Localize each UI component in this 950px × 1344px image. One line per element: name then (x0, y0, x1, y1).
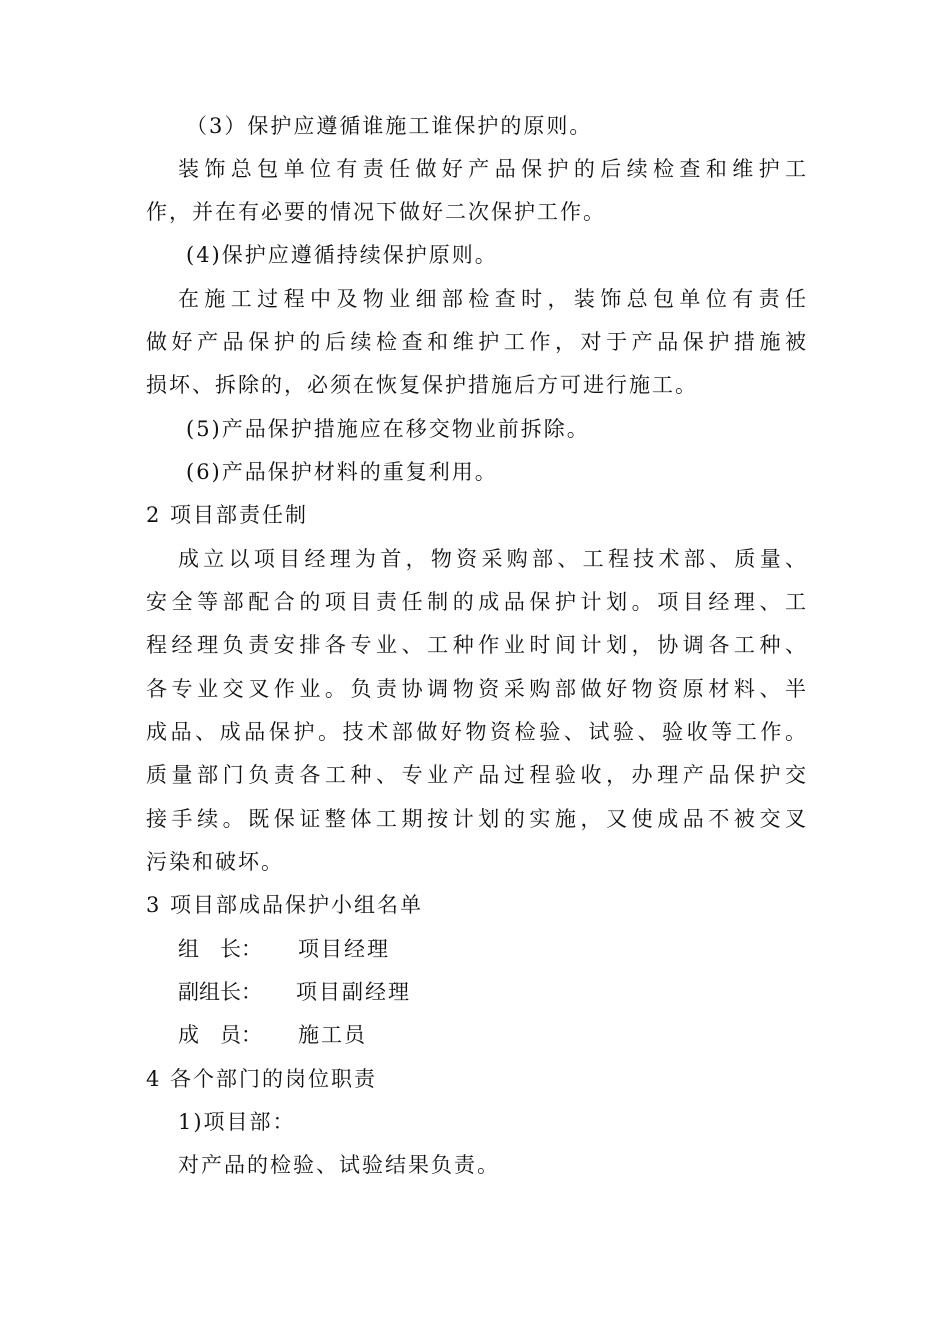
paragraph-line: 污染和破坏。 (146, 850, 284, 874)
paragraph-line: 成品、成品保护。技术部做好物资检验、试验、验收等工作。 (146, 720, 806, 744)
section-heading: 3 项目部成品保护小组名单 (146, 893, 424, 917)
paragraph-line: (5)产品保护措施应在移交物业前拆除。 (186, 417, 590, 441)
paragraph-line: 损坏、拆除的，必须在恢复保护措施后方可进行施工。 (146, 373, 698, 397)
paragraph-line: 成立以项目经理为首，物资采购部、工程技术部、质量、 (178, 547, 806, 571)
paragraph-line: （3）保护应遵循谁施工谁保护的原则。 (186, 114, 593, 138)
member-role: 成 员： (178, 1023, 262, 1047)
section-heading: 4 各个部门的岗位职责 (146, 1067, 378, 1091)
paragraph-line: 对产品的检验、试验结果负责。 (178, 1153, 500, 1177)
paragraph-line: 程经理负责安排各专业、工种作业时间计划，协调各工种、 (146, 633, 806, 657)
member-role: 副组长： (178, 980, 262, 1004)
paragraph-line: (4)保护应遵循持续保护原则。 (186, 243, 498, 267)
paragraph-line: (6)产品保护材料的重复利用。 (186, 460, 498, 484)
paragraph-line: 接手续。既保证整体工期按计划的实施，又使成品不被交叉 (146, 807, 806, 831)
member-value: 施工员 (298, 1023, 367, 1047)
paragraph-line: 质量部门负责各工种、专业产品过程验收，办理产品保护交 (146, 763, 806, 787)
paragraph-line: 各专业交叉作业。负责协调物资采购部做好物资原材料、半 (146, 677, 806, 701)
paragraph-line: 装饰总包单位有责任做好产品保护的后续检查和维护工 (178, 157, 806, 181)
paragraph-line: 做好产品保护的后续检查和维护工作，对于产品保护措施被 (146, 330, 806, 354)
member-role: 组 长： (178, 937, 262, 961)
section-heading: 2 项目部责任制 (146, 503, 309, 527)
paragraph-line: 安全等部配合的项目责任制的成品保护计划。项目经理、工 (146, 590, 806, 614)
paragraph-line: 作，并在有必要的情况下做好二次保护工作。 (146, 200, 606, 224)
paragraph-line: 在施工过程中及物业细部检查时，装饰总包单位有责任 (178, 287, 806, 311)
paragraph-line: 1)项目部： (178, 1110, 296, 1134)
member-value: 项目经理 (298, 937, 390, 961)
member-value: 项目副经理 (296, 980, 411, 1004)
